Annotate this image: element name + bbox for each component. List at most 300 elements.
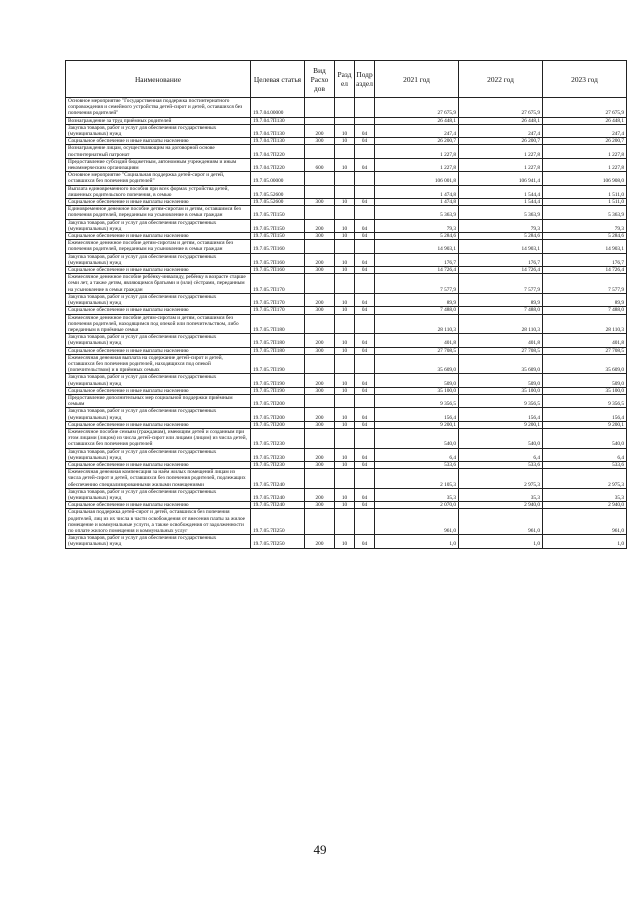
expense-type-cell xyxy=(305,145,335,158)
target-article-cell: 19.7.04.7П130 xyxy=(251,124,305,137)
amount-2022-cell: 6,4 xyxy=(459,448,543,461)
amount-2023-cell: 401,8 xyxy=(543,334,627,347)
row-name-cell: Закупка товаров, работ и услуг для обеспечения государственных (муниципальных) нужд xyxy=(66,219,251,232)
section-cell: 10 xyxy=(335,421,355,428)
amount-2023-cell: 961,0 xyxy=(543,509,627,535)
target-article-cell: 19.7.05.7П240 xyxy=(251,488,305,501)
section-cell: 10 xyxy=(335,267,355,274)
table-row xyxy=(66,334,627,347)
table-row xyxy=(66,387,627,394)
subsection-cell: 04 xyxy=(355,334,375,347)
target-article-cell: 19.7.05.7П190 xyxy=(251,374,305,387)
amount-2022-cell: 1 227,8 xyxy=(459,158,543,171)
subsection-cell: 04 xyxy=(355,387,375,394)
amount-2021-cell: 28 110,3 xyxy=(375,314,459,334)
expense-type-cell xyxy=(305,394,335,407)
expense-type-cell: 300 xyxy=(305,307,335,314)
row-name-cell: Предоставление дополнительных мер социальной поддержки приёмным семьям xyxy=(66,394,251,407)
amount-2021-cell: 401,8 xyxy=(375,334,459,347)
amount-2023-cell: 176,7 xyxy=(543,253,627,266)
section-cell: 10 xyxy=(335,307,355,314)
amount-2022-cell: 27 708,5 xyxy=(459,347,543,354)
table-row xyxy=(66,158,627,171)
target-article-cell: 19.7.05.7П180 xyxy=(251,334,305,347)
amount-2023-cell: 89,9 xyxy=(543,293,627,306)
table-row xyxy=(66,307,627,314)
amount-2023-cell: 2 940,0 xyxy=(543,502,627,509)
target-article-cell: 19.7.05.7П200 xyxy=(251,408,305,421)
expense-type-cell: 300 xyxy=(305,421,335,428)
amount-2021-cell: 14 726,4 xyxy=(375,267,459,274)
subsection-cell: 04 xyxy=(355,488,375,501)
amount-2023-cell: 7 577,9 xyxy=(543,274,627,294)
section-cell: 10 xyxy=(335,233,355,240)
section-cell xyxy=(335,394,355,407)
table-row xyxy=(66,421,627,428)
header-year-2021: 2021 год xyxy=(375,61,459,98)
header-year-2022: 2022 год xyxy=(459,61,543,98)
amount-2022-cell: 79,3 xyxy=(459,219,543,232)
amount-2023-cell: 247,4 xyxy=(543,124,627,137)
subsection-cell xyxy=(355,509,375,535)
amount-2021-cell: 1 474,8 xyxy=(375,199,459,206)
amount-2022-cell: 14 903,1 xyxy=(459,240,543,253)
amount-2021-cell: 176,7 xyxy=(375,253,459,266)
target-article-cell: 19.7.05.7П240 xyxy=(251,469,305,489)
amount-2022-cell: 247,4 xyxy=(459,124,543,137)
target-article-cell: 19.7.04.7П130 xyxy=(251,117,305,124)
amount-2021-cell: 2 105,3 xyxy=(375,469,459,489)
amount-2022-cell: 401,8 xyxy=(459,334,543,347)
header-section: Разд ел xyxy=(335,61,355,98)
amount-2023-cell: 14 903,1 xyxy=(543,240,627,253)
section-cell xyxy=(335,117,355,124)
subsection-cell: 04 xyxy=(355,347,375,354)
section-cell: 10 xyxy=(335,124,355,137)
expense-type-cell xyxy=(305,98,335,118)
amount-2023-cell: 9 200,1 xyxy=(543,421,627,428)
table-row xyxy=(66,219,627,232)
expense-type-cell xyxy=(305,206,335,219)
table-row xyxy=(66,98,627,118)
section-cell: 10 xyxy=(335,448,355,461)
amount-2021-cell: 156,4 xyxy=(375,408,459,421)
section-cell xyxy=(335,98,355,118)
table-row xyxy=(66,374,627,387)
subsection-cell: 04 xyxy=(355,138,375,145)
row-name-cell: Закупка товаров, работ и услуг для обеспечения государственных (муниципальных) нужд xyxy=(66,293,251,306)
target-article-cell: 19.7.05.7П200 xyxy=(251,394,305,407)
section-cell: 10 xyxy=(335,502,355,509)
subsection-cell xyxy=(355,172,375,185)
expense-type-cell: 200 xyxy=(305,334,335,347)
table-row xyxy=(66,428,627,448)
section-cell xyxy=(335,428,355,448)
section-cell: 10 xyxy=(335,387,355,394)
subsection-cell xyxy=(355,98,375,118)
amount-2023-cell: 5 284,6 xyxy=(543,233,627,240)
target-article-cell: 19.7.05.7П200 xyxy=(251,421,305,428)
expense-type-cell xyxy=(305,274,335,294)
section-cell: 10 xyxy=(335,461,355,468)
table-row xyxy=(66,172,627,185)
target-article-cell: 19.7.05.7П190 xyxy=(251,354,305,374)
row-name-cell: Ежемесячная денежная выплата на содержание детей-сирот и детей, оставшихся без попечения родителей, находящихся под опекой (попечительством) и в приёмных семьях xyxy=(66,354,251,374)
amount-2022-cell: 35 100,0 xyxy=(459,387,543,394)
header-subsection: Подр аздел xyxy=(355,61,375,98)
row-name-cell: Основное мероприятие "Государственная поддержка постинтернатного сопровождения и семейного устройства детей-сирот и детей, оставшихся без попечения родителей" xyxy=(66,98,251,118)
subsection-cell: 04 xyxy=(355,421,375,428)
amount-2022-cell: 540,0 xyxy=(459,428,543,448)
amount-2023-cell: 509,0 xyxy=(543,374,627,387)
row-name-cell: Закупка товаров, работ и услуг для обеспечения государственных (муниципальных) нужд xyxy=(66,535,251,548)
table-row xyxy=(66,535,627,548)
expense-type-cell: 200 xyxy=(305,293,335,306)
row-name-cell: Единовременное денежное пособие детям-сиротам и детям, оставшимся без попечения родителей, переданным на усыновление в семьи граждан xyxy=(66,206,251,219)
subsection-cell: 04 xyxy=(355,448,375,461)
row-name-cell: Социальное обеспечение и иные выплаты населению xyxy=(66,267,251,274)
row-name-cell: Социальная поддержка детей-сирот и детей, оставшихся без попечения родителей, лиц из их числа в части освобождения от внесения платы за жилое помещение и коммунальные услуги, а также освобождения от задолженности по оплате жилого помещения и коммунальных услуг xyxy=(66,509,251,535)
table-row xyxy=(66,314,627,334)
target-article-cell: 19.7.05.7П250 xyxy=(251,535,305,548)
expense-type-cell xyxy=(305,469,335,489)
subsection-cell xyxy=(355,354,375,374)
amount-2021-cell: 9 356,5 xyxy=(375,394,459,407)
target-article-cell: 19.7.05.7П170 xyxy=(251,293,305,306)
row-name-cell: Ежемесячное денежное пособие ребёнку-инвалиду, ребёнку в возрасте старше семи лет, а также детям, являющимся братьями и (или) сёстрами, переданным на усыновление в семьи граждан xyxy=(66,274,251,294)
amount-2021-cell: 1 474,8 xyxy=(375,185,459,198)
amount-2022-cell: 14 726,4 xyxy=(459,267,543,274)
subsection-cell xyxy=(355,314,375,334)
expense-type-cell: 200 xyxy=(305,448,335,461)
row-name-cell: Социальное обеспечение и иные выплаты населению xyxy=(66,387,251,394)
amount-2022-cell: 9 200,1 xyxy=(459,421,543,428)
table-row xyxy=(66,408,627,421)
amount-2021-cell: 2 070,0 xyxy=(375,502,459,509)
amount-2021-cell: 7 577,9 xyxy=(375,274,459,294)
amount-2022-cell: 533,6 xyxy=(459,461,543,468)
amount-2023-cell: 156,4 xyxy=(543,408,627,421)
table-row xyxy=(66,347,627,354)
table-row xyxy=(66,488,627,501)
target-article-cell: 19.7.05.7П190 xyxy=(251,387,305,394)
amount-2023-cell: 27 675,9 xyxy=(543,98,627,118)
section-cell: 10 xyxy=(335,253,355,266)
expense-type-cell: 300 xyxy=(305,233,335,240)
section-cell xyxy=(335,206,355,219)
amount-2021-cell: 9 200,1 xyxy=(375,421,459,428)
amount-2023-cell: 14 726,4 xyxy=(543,267,627,274)
amount-2021-cell: 247,4 xyxy=(375,124,459,137)
row-name-cell: Закупка товаров, работ и услуг для обеспечения государственных (муниципальных) нужд xyxy=(66,408,251,421)
target-article-cell: 19.7.05.7П250 xyxy=(251,509,305,535)
amount-2023-cell: 7 488,0 xyxy=(543,307,627,314)
section-cell xyxy=(335,509,355,535)
target-article-cell: 19.7.05.7П180 xyxy=(251,314,305,334)
target-article-cell: 19.7.04.7П220 xyxy=(251,158,305,171)
target-article-cell: 19.7.05.7П230 xyxy=(251,428,305,448)
amount-2022-cell: 5 363,9 xyxy=(459,206,543,219)
subsection-cell xyxy=(355,428,375,448)
subsection-cell xyxy=(355,206,375,219)
subsection-cell: 04 xyxy=(355,502,375,509)
amount-2023-cell: 540,0 xyxy=(543,428,627,448)
table-row xyxy=(66,199,627,206)
section-cell: 10 xyxy=(335,138,355,145)
amount-2021-cell: 5 363,9 xyxy=(375,206,459,219)
amount-2023-cell: 27 708,5 xyxy=(543,347,627,354)
amount-2023-cell: 106 908,0 xyxy=(543,172,627,185)
target-article-cell: 19.7.05.7П240 xyxy=(251,502,305,509)
subsection-cell xyxy=(355,469,375,489)
section-cell xyxy=(335,354,355,374)
subsection-cell: 04 xyxy=(355,307,375,314)
amount-2022-cell: 28 110,3 xyxy=(459,314,543,334)
target-article-cell: 19.7.05.7П150 xyxy=(251,219,305,232)
expense-type-cell: 200 xyxy=(305,488,335,501)
expense-type-cell: 300 xyxy=(305,387,335,394)
amount-2022-cell: 2 940,0 xyxy=(459,502,543,509)
row-name-cell: Социальное обеспечение и иные выплаты населению xyxy=(66,461,251,468)
row-name-cell: Социальное обеспечение и иные выплаты населению xyxy=(66,307,251,314)
expense-type-cell: 300 xyxy=(305,347,335,354)
expense-type-cell: 200 xyxy=(305,219,335,232)
amount-2022-cell: 35,3 xyxy=(459,488,543,501)
expense-type-cell: 200 xyxy=(305,253,335,266)
page-number: 49 xyxy=(313,842,327,857)
table-row xyxy=(66,206,627,219)
table-row xyxy=(66,448,627,461)
table-row xyxy=(66,274,627,294)
amount-2021-cell: 5 284,6 xyxy=(375,233,459,240)
expense-type-cell: 200 xyxy=(305,535,335,548)
amount-2021-cell: 79,3 xyxy=(375,219,459,232)
table-row xyxy=(66,138,627,145)
target-article-cell: 19.7.04.00000 xyxy=(251,98,305,118)
row-name-cell: Ежемесячная денежная компенсация за наём жилых помещений лицам из числа детей-сирот и детей, оставшихся без попечения родителей, подлежащих обеспечению специализированными жилыми помещениями xyxy=(66,469,251,489)
table-row xyxy=(66,145,627,158)
subsection-cell: 04 xyxy=(355,408,375,421)
subsection-cell xyxy=(355,117,375,124)
row-name-cell: Закупка товаров, работ и услуг для обеспечения государственных (муниципальных) нужд xyxy=(66,253,251,266)
amount-2022-cell: 509,0 xyxy=(459,374,543,387)
table-row xyxy=(66,117,627,124)
amount-2023-cell: 35 100,0 xyxy=(543,387,627,394)
amount-2022-cell: 7 488,0 xyxy=(459,307,543,314)
target-article-cell: 19.7.05.7П160 xyxy=(251,267,305,274)
expense-type-cell: 300 xyxy=(305,267,335,274)
row-name-cell: Социальное обеспечение и иные выплаты населению xyxy=(66,199,251,206)
amount-2022-cell: 26 448,1 xyxy=(459,117,543,124)
amount-2023-cell: 26 448,1 xyxy=(543,117,627,124)
target-article-cell: 19.7.05.52600 xyxy=(251,185,305,198)
table-row xyxy=(66,354,627,374)
table-row xyxy=(66,267,627,274)
amount-2023-cell: 1 511,0 xyxy=(543,185,627,198)
amount-2021-cell: 1 227,8 xyxy=(375,158,459,171)
row-name-cell: Вознаграждение за труд приёмных родителей xyxy=(66,117,251,124)
section-cell: 10 xyxy=(335,293,355,306)
amount-2021-cell: 26 200,7 xyxy=(375,138,459,145)
expense-type-cell: 300 xyxy=(305,138,335,145)
amount-2023-cell: 79,3 xyxy=(543,219,627,232)
amount-2021-cell: 533,6 xyxy=(375,461,459,468)
table-row xyxy=(66,240,627,253)
subsection-cell: 04 xyxy=(355,233,375,240)
amount-2021-cell: 509,0 xyxy=(375,374,459,387)
header-target-article: Целевая статья xyxy=(251,61,305,98)
amount-2022-cell: 9 356,5 xyxy=(459,394,543,407)
section-cell: 10 xyxy=(335,219,355,232)
subsection-cell: 04 xyxy=(355,158,375,171)
amount-2021-cell: 14 903,1 xyxy=(375,240,459,253)
amount-2022-cell: 1 544,4 xyxy=(459,185,543,198)
section-cell: 10 xyxy=(335,347,355,354)
subsection-cell xyxy=(355,240,375,253)
amount-2023-cell: 533,6 xyxy=(543,461,627,468)
amount-2023-cell: 1 511,0 xyxy=(543,199,627,206)
row-name-cell: Социальное обеспечение и иные выплаты населению xyxy=(66,233,251,240)
amount-2023-cell: 35 609,0 xyxy=(543,354,627,374)
table-row xyxy=(66,394,627,407)
row-name-cell: Социальное обеспечение и иные выплаты населению xyxy=(66,421,251,428)
subsection-cell xyxy=(355,274,375,294)
target-article-cell: 19.7.05.7П230 xyxy=(251,461,305,468)
budget-table xyxy=(65,60,627,549)
subsection-cell: 04 xyxy=(355,219,375,232)
amount-2021-cell: 27 675,9 xyxy=(375,98,459,118)
amount-2022-cell: 27 675,9 xyxy=(459,98,543,118)
amount-2021-cell: 35,3 xyxy=(375,488,459,501)
amount-2022-cell: 26 200,7 xyxy=(459,138,543,145)
row-name-cell: Закупка товаров, работ и услуг для обеспечения государственных (муниципальных) нужд xyxy=(66,374,251,387)
subsection-cell: 04 xyxy=(355,267,375,274)
section-cell xyxy=(335,274,355,294)
section-cell: 10 xyxy=(335,488,355,501)
row-name-cell: Ежемесячное пособие семьям (гражданам), имеющим детей и созданным при этом лицами (лицом) из числа детей-сирот или лицами (лицом) из числа детей, оставшихся без попечения родителей xyxy=(66,428,251,448)
amount-2021-cell: 961,0 xyxy=(375,509,459,535)
amount-2023-cell: 1 227,8 xyxy=(543,158,627,171)
amount-2022-cell: 961,0 xyxy=(459,509,543,535)
subsection-cell xyxy=(355,394,375,407)
target-article-cell: 19.7.05.00000 xyxy=(251,172,305,185)
row-name-cell: Ежемесячное денежное пособие детям-сиротам и детям, оставшимся без попечения родителей, находящимся под опекой или попечительством, либо переданным в приёмные семьи xyxy=(66,314,251,334)
table-row xyxy=(66,469,627,489)
amount-2023-cell: 1,0 xyxy=(543,535,627,548)
section-cell xyxy=(335,314,355,334)
amount-2023-cell: 28 110,3 xyxy=(543,314,627,334)
target-article-cell: 19.7.05.7П180 xyxy=(251,347,305,354)
table-row xyxy=(66,461,627,468)
row-name-cell: Вознаграждение лицам, осуществляющим на договорной основе постинтернатный патронат xyxy=(66,145,251,158)
amount-2021-cell: 26 448,1 xyxy=(375,117,459,124)
amount-2022-cell: 1 544,4 xyxy=(459,199,543,206)
amount-2021-cell: 89,9 xyxy=(375,293,459,306)
table-row xyxy=(66,233,627,240)
expense-type-cell: 300 xyxy=(305,502,335,509)
section-cell xyxy=(335,240,355,253)
expense-type-cell xyxy=(305,354,335,374)
target-article-cell: 19.7.05.7П230 xyxy=(251,448,305,461)
section-cell: 10 xyxy=(335,408,355,421)
table-row xyxy=(66,185,627,198)
header-name: Наименование xyxy=(66,61,251,98)
amount-2021-cell: 540,0 xyxy=(375,428,459,448)
amount-2022-cell: 106 941,4 xyxy=(459,172,543,185)
section-cell: 10 xyxy=(335,374,355,387)
expense-type-cell xyxy=(305,314,335,334)
subsection-cell: 04 xyxy=(355,535,375,548)
section-cell: 10 xyxy=(335,535,355,548)
header-year-2023: 2023 год xyxy=(543,61,627,98)
target-article-cell: 19.7.05.7П170 xyxy=(251,274,305,294)
target-article-cell: 19.7.05.52600 xyxy=(251,199,305,206)
amount-2022-cell: 89,9 xyxy=(459,293,543,306)
row-name-cell: Основное мероприятие "Социальная поддержка детей-сирот и детей, оставшихся без попечения родителей" xyxy=(66,172,251,185)
table-body xyxy=(66,98,627,549)
table-row xyxy=(66,124,627,137)
amount-2022-cell: 35 609,0 xyxy=(459,354,543,374)
section-cell: 10 xyxy=(335,158,355,171)
section-cell xyxy=(335,185,355,198)
expense-type-cell: 200 xyxy=(305,124,335,137)
subsection-cell: 04 xyxy=(355,293,375,306)
amount-2023-cell: 35,3 xyxy=(543,488,627,501)
section-cell xyxy=(335,172,355,185)
expense-type-cell: 300 xyxy=(305,199,335,206)
section-cell: 10 xyxy=(335,334,355,347)
expense-type-cell: 200 xyxy=(305,408,335,421)
amount-2021-cell: 106 001,8 xyxy=(375,172,459,185)
amount-2021-cell: 7 488,0 xyxy=(375,307,459,314)
row-name-cell: Закупка товаров, работ и услуг для обеспечения государственных (муниципальных) нужд xyxy=(66,448,251,461)
amount-2022-cell: 2 975,3 xyxy=(459,469,543,489)
row-name-cell: Социальное обеспечение и иные выплаты населению xyxy=(66,347,251,354)
row-name-cell: Ежемесячное денежное пособие детям-сиротам и детям, оставшимся без попечения родителей, переданным на усыновление в семьи граждан xyxy=(66,240,251,253)
subsection-cell: 04 xyxy=(355,124,375,137)
table-row xyxy=(66,293,627,306)
header-expense-type: Вид Расхо дов xyxy=(305,61,335,98)
amount-2022-cell: 1 227,8 xyxy=(459,145,543,158)
section-cell xyxy=(335,469,355,489)
section-cell: 10 xyxy=(335,199,355,206)
amount-2023-cell: 5 363,9 xyxy=(543,206,627,219)
target-article-cell: 19.7.04.7П220 xyxy=(251,145,305,158)
amount-2023-cell: 26 200,7 xyxy=(543,138,627,145)
row-name-cell: Закупка товаров, работ и услуг для обеспечения государственных (муниципальных) нужд xyxy=(66,334,251,347)
amount-2023-cell: 2 975,3 xyxy=(543,469,627,489)
row-name-cell: Социальное обеспечение и иные выплаты населению xyxy=(66,502,251,509)
amount-2023-cell: 9 356,5 xyxy=(543,394,627,407)
row-name-cell: Закупка товаров, работ и услуг для обеспечения государственных (муниципальных) нужд xyxy=(66,124,251,137)
amount-2023-cell: 6,4 xyxy=(543,448,627,461)
subsection-cell: 04 xyxy=(355,374,375,387)
amount-2021-cell: 35 100,0 xyxy=(375,387,459,394)
amount-2021-cell: 1,0 xyxy=(375,535,459,548)
target-article-cell: 19.7.05.7П160 xyxy=(251,253,305,266)
target-article-cell: 19.7.05.7П150 xyxy=(251,206,305,219)
expense-type-cell: 300 xyxy=(305,461,335,468)
subsection-cell xyxy=(355,185,375,198)
section-cell xyxy=(335,145,355,158)
row-name-cell: Предоставление субсидий бюджетным, автономным учреждениям и иным некоммерческим организациям xyxy=(66,158,251,171)
expense-type-cell xyxy=(305,240,335,253)
expense-type-cell: 600 xyxy=(305,158,335,171)
amount-2023-cell: 1 227,8 xyxy=(543,145,627,158)
amount-2022-cell: 156,4 xyxy=(459,408,543,421)
target-article-cell: 19.7.05.7П170 xyxy=(251,307,305,314)
row-name-cell: Закупка товаров, работ и услуг для обеспечения государственных (муниципальных) нужд xyxy=(66,488,251,501)
